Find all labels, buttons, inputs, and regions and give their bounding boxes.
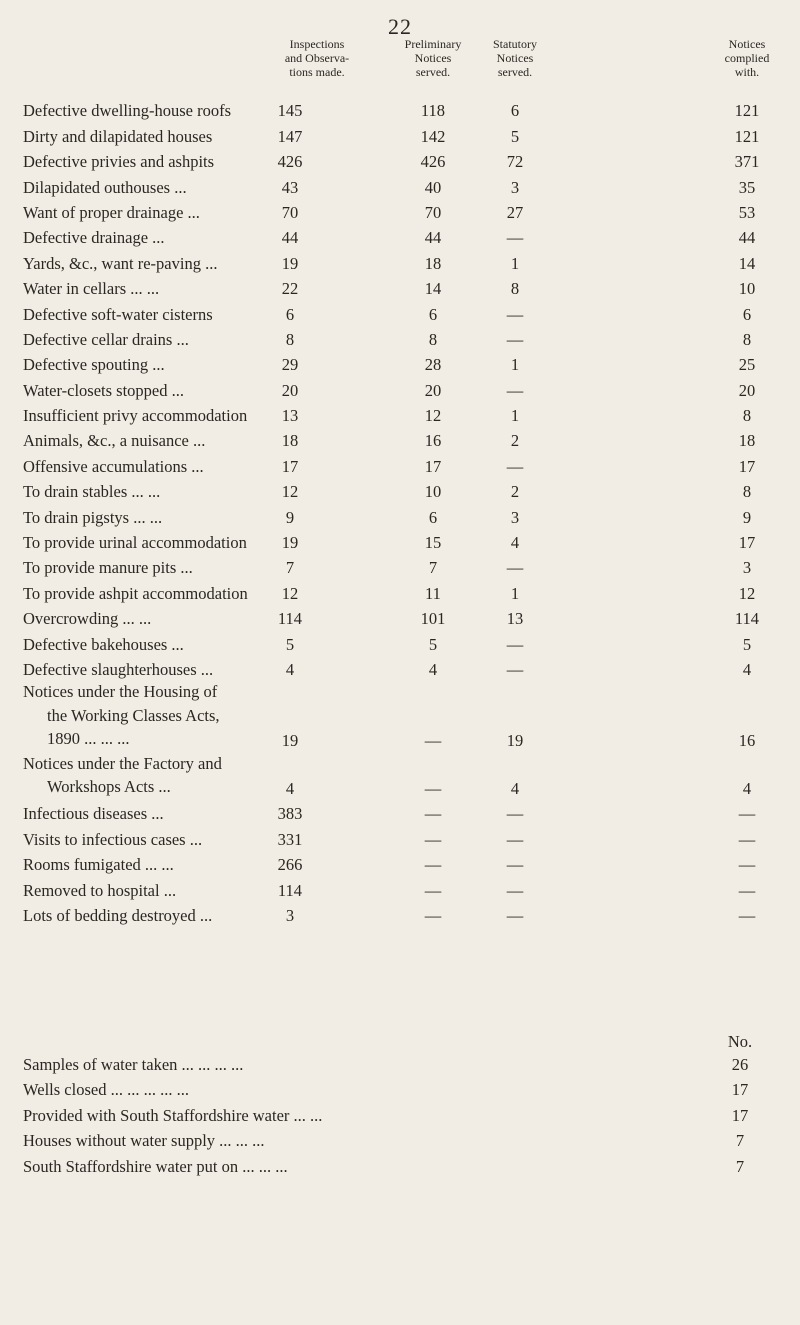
cell-complied: 4	[742, 659, 752, 679]
row-label: Removed to hospital ...	[23, 880, 177, 900]
cell-complied: 8	[742, 329, 752, 349]
row-label	[23, 680, 220, 751]
cell-preliminary: —	[424, 778, 442, 798]
cell-preliminary: 28	[424, 355, 442, 375]
table-row	[0, 878, 800, 903]
cell-statutory: 13	[506, 609, 524, 629]
row-label: Defective privies and ashpits	[23, 152, 215, 172]
cell-statutory: 3	[510, 507, 520, 527]
cell-statutory: 1	[510, 583, 520, 603]
cell-complied: 114	[734, 609, 760, 629]
cell-statutory: 1	[510, 406, 520, 426]
cell-statutory: —	[506, 659, 524, 679]
cell-statutory: 3	[510, 177, 520, 197]
cell-complied: 6	[742, 304, 752, 324]
cell-preliminary: —	[424, 804, 442, 824]
cell-complied: 8	[742, 482, 752, 502]
cell-inspections: 383	[277, 804, 303, 824]
cell-inspections: 4	[285, 778, 295, 798]
cell-complied: —	[738, 880, 756, 900]
table-row	[0, 754, 800, 802]
cell-statutory: 5	[510, 126, 520, 146]
table-row	[0, 175, 800, 200]
row-label: Rooms fumigated ... ...	[23, 855, 174, 875]
cell-inspections: 70	[281, 202, 299, 222]
cell-statutory: —	[506, 228, 524, 248]
row-label: To provide manure pits ...	[23, 558, 193, 578]
cell-statutory: —	[506, 380, 524, 400]
cell-inspections: 9	[285, 507, 295, 527]
cell-preliminary: 70	[424, 202, 442, 222]
table-row	[0, 658, 800, 683]
cell-complied: —	[738, 855, 756, 875]
table-row	[0, 404, 800, 429]
cell-inspections: 22	[281, 279, 299, 299]
cell-complied: 5	[742, 634, 752, 654]
cell-statutory: 2	[510, 431, 520, 451]
water-samples-list	[0, 1052, 800, 1180]
cell-inspections: 17	[281, 456, 299, 476]
table-row	[0, 150, 800, 175]
row-label: Insufficient privy accommodation	[23, 406, 248, 426]
table-row	[0, 531, 800, 556]
cell-inspections: 147	[277, 126, 303, 146]
cell-inspections: 20	[281, 380, 299, 400]
cell-statutory: 72	[506, 152, 524, 172]
cell-preliminary: —	[424, 730, 442, 750]
cell-preliminary: 15	[424, 533, 442, 553]
table-row	[0, 302, 800, 327]
table-row	[0, 581, 800, 606]
table-row	[0, 683, 800, 754]
cell-inspections: 19	[281, 730, 299, 750]
sample-value: 17	[731, 1105, 749, 1125]
row-label: Defective drainage ...	[23, 228, 165, 248]
row-label: To provide ashpit accommodation	[23, 583, 248, 603]
cell-statutory: —	[506, 558, 524, 578]
sample-label: Wells closed ... ... ... ... ...	[23, 1080, 189, 1099]
cell-complied: 17	[738, 456, 756, 476]
cell-inspections: 13	[281, 406, 299, 426]
cell-complied: 10	[738, 279, 756, 299]
cell-inspections: 29	[281, 355, 299, 375]
row-label-line: Notices under the Housing of	[23, 682, 218, 702]
header-preliminary-notices: Preliminary Notices served.	[404, 37, 462, 79]
cell-preliminary: 8	[428, 329, 438, 349]
list-item	[0, 1103, 800, 1129]
cell-statutory: 4	[510, 533, 520, 553]
cell-complied: 121	[734, 126, 760, 146]
cell-complied: 8	[742, 406, 752, 426]
cell-statutory: —	[506, 855, 524, 875]
cell-inspections: 4	[285, 659, 295, 679]
cell-preliminary: 18	[424, 253, 442, 273]
list-item	[0, 1078, 800, 1104]
cell-statutory: 4	[510, 778, 520, 798]
row-label: Overcrowding ... ...	[23, 609, 152, 629]
cell-statutory: —	[506, 880, 524, 900]
list-item	[0, 1052, 800, 1078]
cell-statutory: —	[506, 329, 524, 349]
table-row	[0, 480, 800, 505]
row-label: Want of proper drainage ...	[23, 202, 200, 222]
cell-statutory: 1	[510, 253, 520, 273]
cell-statutory: —	[506, 634, 524, 654]
table-row	[0, 632, 800, 657]
cell-complied: 20	[738, 380, 756, 400]
cell-preliminary: 118	[420, 101, 446, 121]
row-label: Dirty and dilapidated houses	[23, 126, 213, 146]
table-row	[0, 124, 800, 149]
cell-preliminary: 7	[428, 558, 438, 578]
cell-preliminary: 6	[428, 304, 438, 324]
cell-statutory: —	[506, 829, 524, 849]
cell-statutory: 2	[510, 482, 520, 502]
cell-statutory: 1	[510, 355, 520, 375]
cell-inspections: 426	[277, 152, 303, 172]
row-label-line: 1890 ... ... ...	[47, 729, 130, 749]
cell-inspections: 6	[285, 304, 295, 324]
row-label: To drain pigstys ... ...	[23, 507, 163, 527]
cell-preliminary: 12	[424, 406, 442, 426]
row-label: Defective bakehouses ...	[23, 634, 184, 654]
cell-preliminary: 17	[424, 456, 442, 476]
row-label-line: Workshops Acts ...	[47, 777, 171, 797]
cell-inspections: 19	[281, 253, 299, 273]
row-label: Infectious diseases ...	[23, 804, 164, 824]
cell-preliminary: 101	[420, 609, 446, 629]
table-row	[0, 226, 800, 251]
sample-label: South Staffordshire water put on ... ... ...	[23, 1156, 288, 1176]
cell-inspections: 331	[277, 829, 303, 849]
cell-preliminary: —	[424, 829, 442, 849]
cell-inspections: 12	[281, 482, 299, 502]
cell-preliminary: 14	[424, 279, 442, 299]
cell-complied: —	[738, 829, 756, 849]
cell-preliminary: 4	[428, 659, 438, 679]
cell-complied: 44	[738, 228, 756, 248]
list-item	[0, 1129, 800, 1155]
cell-inspections: 8	[285, 329, 295, 349]
cell-complied: 25	[738, 355, 756, 375]
table-row	[0, 277, 800, 302]
sample-value: 17	[731, 1080, 749, 1099]
cell-preliminary: 11	[425, 583, 441, 603]
cell-inspections: 114	[277, 609, 303, 629]
table-row	[0, 802, 800, 827]
page-number: 22	[388, 14, 412, 39]
row-label: Offensive accumulations ...	[23, 456, 204, 476]
row-label: Animals, &c., a nuisance ...	[23, 431, 206, 451]
row-label: Dilapidated outhouses ...	[23, 177, 187, 197]
cell-preliminary: —	[424, 905, 442, 925]
cell-preliminary: 16	[424, 431, 442, 451]
row-label: Defective soft-water cisterns	[23, 304, 213, 324]
cell-preliminary: —	[424, 855, 442, 875]
column-headers	[0, 37, 800, 97]
row-label: Defective spouting ...	[23, 355, 165, 375]
cell-statutory: —	[506, 905, 524, 925]
sample-label: Provided with South Staffordshire water ... ...	[23, 1105, 323, 1125]
table-row	[0, 378, 800, 403]
row-label: Water in cellars ... ...	[23, 279, 160, 299]
cell-statutory: 6	[510, 101, 520, 121]
cell-complied: 4	[742, 778, 752, 798]
cell-complied: 14	[738, 253, 756, 273]
cell-statutory: —	[506, 804, 524, 824]
notices-table	[0, 99, 800, 929]
row-label-line: Notices under the Factory and	[23, 753, 222, 773]
cell-statutory: —	[506, 456, 524, 476]
cell-complied: 9	[742, 507, 752, 527]
cell-complied: —	[738, 905, 756, 925]
cell-complied: 35	[738, 177, 756, 197]
sample-value: 26	[731, 1054, 749, 1074]
cell-statutory: 8	[510, 279, 520, 299]
table-row	[0, 328, 800, 353]
cell-inspections: 19	[281, 533, 299, 553]
cell-preliminary: 426	[420, 152, 446, 172]
row-label: Defective dwelling-house roofs	[23, 101, 232, 121]
cell-preliminary: 40	[424, 177, 442, 197]
row-label: Water-closets stopped ...	[23, 380, 185, 400]
cell-complied: 16	[738, 730, 756, 750]
cell-preliminary: 44	[424, 228, 442, 248]
cell-complied: 53	[738, 202, 756, 222]
row-label: To provide urinal accommodation	[23, 533, 247, 553]
row-label: Defective slaughterhouses ...	[23, 659, 214, 679]
row-label-line: the Working Classes Acts,	[47, 705, 220, 725]
cell-preliminary: 20	[424, 380, 442, 400]
samples-column-header: No.	[727, 1032, 753, 1051]
table-row	[0, 454, 800, 479]
cell-inspections: 114	[277, 880, 303, 900]
table-row	[0, 505, 800, 530]
cell-preliminary: —	[424, 880, 442, 900]
cell-statutory: 27	[506, 202, 524, 222]
row-label: Yards, &c., want re-paving ...	[23, 253, 218, 273]
table-row	[0, 827, 800, 852]
cell-complied: 121	[734, 101, 760, 121]
sample-label: Samples of water taken ... ... ... ...	[23, 1054, 244, 1074]
cell-inspections: 3	[285, 905, 295, 925]
list-item	[0, 1154, 800, 1180]
cell-complied: —	[738, 804, 756, 824]
cell-complied: 18	[738, 431, 756, 451]
table-row	[0, 904, 800, 929]
table-row	[0, 251, 800, 276]
sample-value: 7	[735, 1156, 745, 1176]
cell-complied: 17	[738, 533, 756, 553]
cell-inspections: 5	[285, 634, 295, 654]
table-row	[0, 201, 800, 226]
cell-complied: 371	[734, 152, 760, 172]
sample-label: Houses without water supply ... ... ...	[23, 1131, 265, 1150]
header-statutory-notices: Statutory Notices served.	[493, 37, 537, 79]
header-inspections: Inspections and Observa- tions made.	[284, 37, 350, 79]
row-label	[23, 752, 222, 799]
table-row	[0, 853, 800, 878]
table-row	[0, 353, 800, 378]
cell-statutory: 19	[506, 730, 524, 750]
cell-preliminary: 5	[428, 634, 438, 654]
row-label: Lots of bedding destroyed ...	[23, 905, 213, 925]
cell-inspections: 266	[277, 855, 303, 875]
cell-complied: 12	[738, 583, 756, 603]
cell-preliminary: 142	[420, 126, 446, 146]
cell-inspections: 44	[281, 228, 299, 248]
cell-inspections: 7	[285, 558, 295, 578]
table-row	[0, 429, 800, 454]
cell-preliminary: 10	[424, 482, 442, 502]
sample-value: 7	[735, 1131, 745, 1150]
cell-inspections: 43	[281, 177, 299, 197]
table-row	[0, 99, 800, 124]
table-row	[0, 607, 800, 632]
row-label: Defective cellar drains ...	[23, 329, 189, 349]
cell-inspections: 145	[277, 101, 303, 121]
cell-preliminary: 6	[428, 507, 438, 527]
cell-inspections: 18	[281, 431, 299, 451]
header-notices-complied: Notices complied with.	[724, 37, 770, 79]
row-label: To drain stables ... ...	[23, 482, 161, 502]
table-row	[0, 556, 800, 581]
cell-complied: 3	[742, 558, 752, 578]
cell-statutory: —	[506, 304, 524, 324]
cell-inspections: 12	[281, 583, 299, 603]
row-label: Visits to infectious cases ...	[23, 829, 203, 849]
